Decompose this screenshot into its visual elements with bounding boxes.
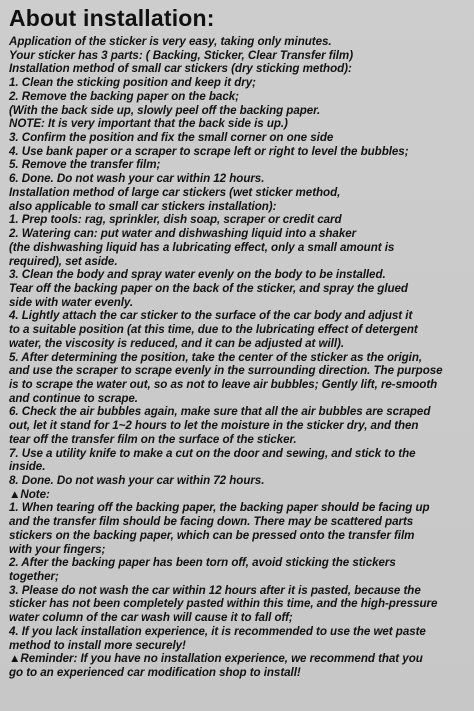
instruction-line: side with water evenly.: [9, 295, 134, 309]
instruction-line: and continue to scrape.: [9, 391, 138, 405]
instruction-line: together;: [9, 570, 59, 584]
instruction-line: ▲Reminder: If you have no installation experience, we recommend that you: [9, 652, 423, 666]
instruction-line: 3. Confirm the position and fix the small corner on one side: [9, 131, 334, 145]
instruction-line: stickers on the backing paper, which can be pressed onto the transfer film: [9, 528, 415, 542]
instruction-line: and the transfer film should be facing down. There may be scattered parts: [9, 515, 414, 529]
instruction-line: (the dishwashing liquid has a lubricating effect, only a small amount is: [9, 240, 395, 254]
instruction-line: sticker has not been completely pasted within this time, and the high-pressure: [9, 597, 438, 611]
instruction-line: water column of the car wash will cause it to fall off;: [9, 611, 293, 625]
instruction-line: 2. Watering can: put water and dishwashing liquid into a shaker: [9, 227, 357, 241]
instruction-line: Installation method of small car stickers (dry sticking method):: [9, 62, 352, 76]
instruction-line: also applicable to small car stickers installation):: [9, 199, 277, 213]
instruction-line: 5. Remove the transfer film;: [9, 158, 161, 172]
instruction-line: 7. Use a utility knife to make a cut on the door and sewing, and stick to the: [9, 446, 416, 460]
instruction-line: method to install more securely!: [9, 638, 186, 652]
instruction-line: to a suitable position (at this time, due to the lubricating effect of detergent: [9, 323, 418, 337]
instruction-line: go to an experienced car modification shop to install!: [9, 666, 301, 680]
instruction-line: 5. After determining the position, take the center of the sticker as the origin,: [9, 350, 423, 364]
instruction-line: 1. When tearing off the backing paper, the backing paper should be facing up: [9, 501, 430, 515]
instruction-line: and use the scraper to scrape evenly in the surrounding direction. The purpose: [9, 364, 443, 378]
instruction-line: 4. Lightly attach the car sticker to the surface of the car body and adjust it: [9, 309, 413, 323]
instruction-line: tear off the transfer film on the surface of the sticker.: [9, 432, 297, 446]
instruction-line: inside.: [9, 460, 46, 474]
instruction-line: required), set aside.: [9, 254, 118, 268]
instruction-line: 6. Check the air bubbles again, make sure that all the air bubbles are scraped: [9, 405, 431, 419]
instruction-line: (With the back side up, slowly peel off the backing paper.: [9, 103, 321, 117]
instruction-line: 6. Done. Do not wash your car within 12 hours.: [9, 172, 265, 186]
instruction-line: NOTE: It is very important that the back side is up.): [9, 117, 288, 131]
instruction-line: 4. If you lack installation experience, it is recommended to use the wet paste: [9, 624, 426, 638]
instruction-line: 2. Remove the backing paper on the back;: [9, 89, 239, 103]
instruction-line: 4. Use bank paper or a scraper to scrape left or right to level the bubbles;: [9, 144, 409, 158]
instruction-line: 1. Clean the sticking position and keep it dry;: [9, 76, 256, 90]
instruction-line: out, let it stand for 1~2 hours to let the moisture in the sticker dry, and then: [9, 419, 419, 433]
page-title: About installation:: [9, 5, 215, 31]
instruction-line: 3. Please do not wash the car within 12 hours after it is pasted, because the: [9, 583, 421, 597]
instruction-line: 2. After the backing paper has been torn off, avoid sticking the stickers: [9, 556, 396, 570]
instruction-line: is to scrape the water out, so as not to leave air bubbles; Gently lift, re-smooth: [9, 377, 438, 391]
instruction-line: Your sticker has 3 parts: ( Backing, Sticker, Clear Transfer film): [9, 48, 354, 62]
instruction-line: with your fingers;: [9, 542, 106, 556]
instruction-line: Application of the sticker is very easy, taking only minutes.: [9, 35, 332, 48]
instruction-line: 3. Clean the body and spray water evenly on the body to be installed.: [9, 268, 386, 282]
instruction-line: water, the viscosity is reduced, and it can be adjusted at will).: [9, 336, 345, 350]
instruction-line: Tear off the backing paper on the back of the sticker, and spray the glued: [9, 281, 408, 295]
instruction-text-block: [9, 35, 468, 680]
instruction-line: ▲Note:: [9, 487, 50, 501]
instruction-line: 8. Done. Do not wash your car within 72 hours.: [9, 474, 265, 487]
instruction-line: Installation method of large car stickers (wet sticker method,: [9, 185, 341, 199]
instruction-line: 1. Prep tools: rag, sprinkler, dish soap, scraper or credit card: [9, 213, 342, 227]
